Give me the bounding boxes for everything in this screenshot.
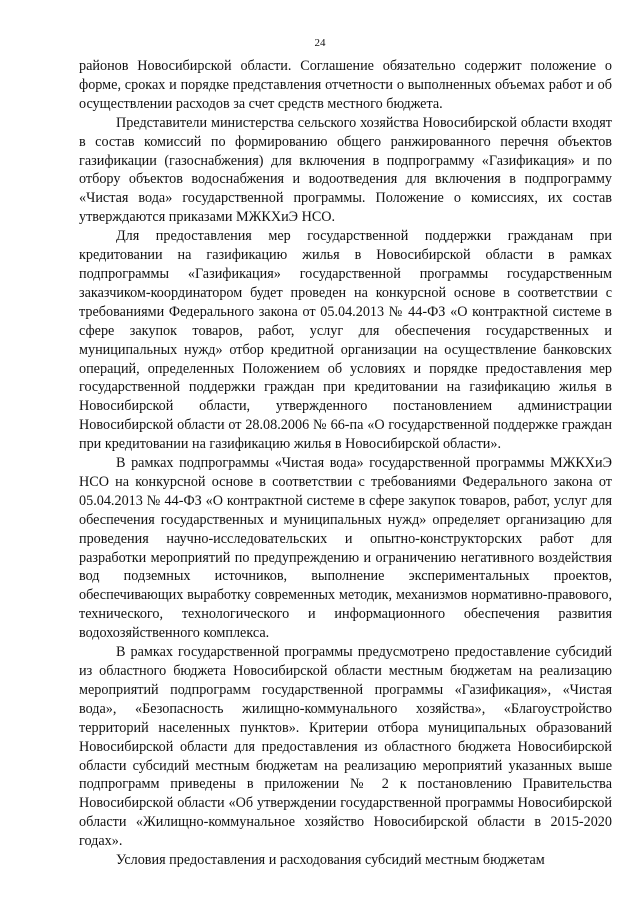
paragraph: Условия предоставления и расходования субсидий местным бюджетам xyxy=(116,852,545,869)
paragraph: В рамках государственной программы предусмотрено предоставление субсидий из областного бюджета Новосибирской области местным бюджетам на реализацию мероприятий подпрограмм государственной программы «Газификация», «Чистая вода», «Безопасность жилищно-коммунального хозяйства», «Благоустройство территорий населенных пунктов». Критерии отбора муниципальных образований Новосибирской области для предоставления из областного бюджета Новосибирской области субсидий местным бюджетам на реализацию мероприятий указанных выше подпрограмм приведены в приложении № 2 к постановлению Правительства Новосибирской области «Об утверждении государственной программы Новосибирской области «Жилищно-коммунальное хозяйство Новосибирской области в 2015-2020 годах». xyxy=(79,644,612,850)
paragraph: В рамках подпрограммы «Чистая вода» государственной программы МЖКХиЭ НСО на конкурсной основе в соответствии с требованиями Федерального закона от 05.04.2013 № 44-ФЗ «О контрактной системе в сфере закупок товаров, работ, услуг для обеспечения государственных и муниципальных нужд» определяет организацию для проведения научно-исследовательских и опытно-конструкторских работ для разработки мероприятий по предупреждению и ограничению негативного воздействия вод подземных источников, выполнение экспериментальных проектов, обеспечивающих выработку современных методик, механизмов нормативно-правового, технического, технологического и информационного обеспечения развития водохозяйственного комплекса. xyxy=(79,455,612,642)
page-number: 24 xyxy=(314,37,326,49)
paragraph: Для предоставления мер государственной поддержки гражданам при кредитовании на газификацию жилья в Новосибирской области в рамках подпрограммы «Газификация» государственной программы государственным заказчиком-координатором будет проведен на конкурсной основе в соответствии с требованиями Федерального закона от 05.04.2013 № 44-ФЗ «О контрактной системе в сфере закупок товаров, работ, услуг для обеспечения государственных и муниципальных нужд» отбор кредитной организации на осуществление банковских операций, определенных Положением об условиях и порядке предоставления мер государственной поддержки граждан при кредитовании на газификацию жилья в Новосибирской области, утвержденного постановлением администрации Новосибирской области от 28.08.2006 № 66-па «О государственной поддержке граждан при кредитовании на газификацию жилья в Новосибирской области». xyxy=(79,228,612,453)
paragraph: районов Новосибирской области. Соглашение обязательно содержит положение о форме, сроках и порядке представления отчетности о выполненных объемах работ и об осуществлении расходов за счет средств местного бюджета. xyxy=(79,58,612,112)
document-body xyxy=(79,57,612,870)
paragraph: Представители министерства сельского хозяйства Новосибирской области входят в состав комиссий по формированию общего ранжированного перечня объектов газификации (газоснабжения) для включения в подпрограмму «Газификация» и по отбору объектов водоснабжения и водоотведения для включения в подпрограмму «Чистая вода» государственной программы. Положение о комиссиях, их состав утверждаются приказами МЖКХиЭ НСО. xyxy=(79,114,612,226)
